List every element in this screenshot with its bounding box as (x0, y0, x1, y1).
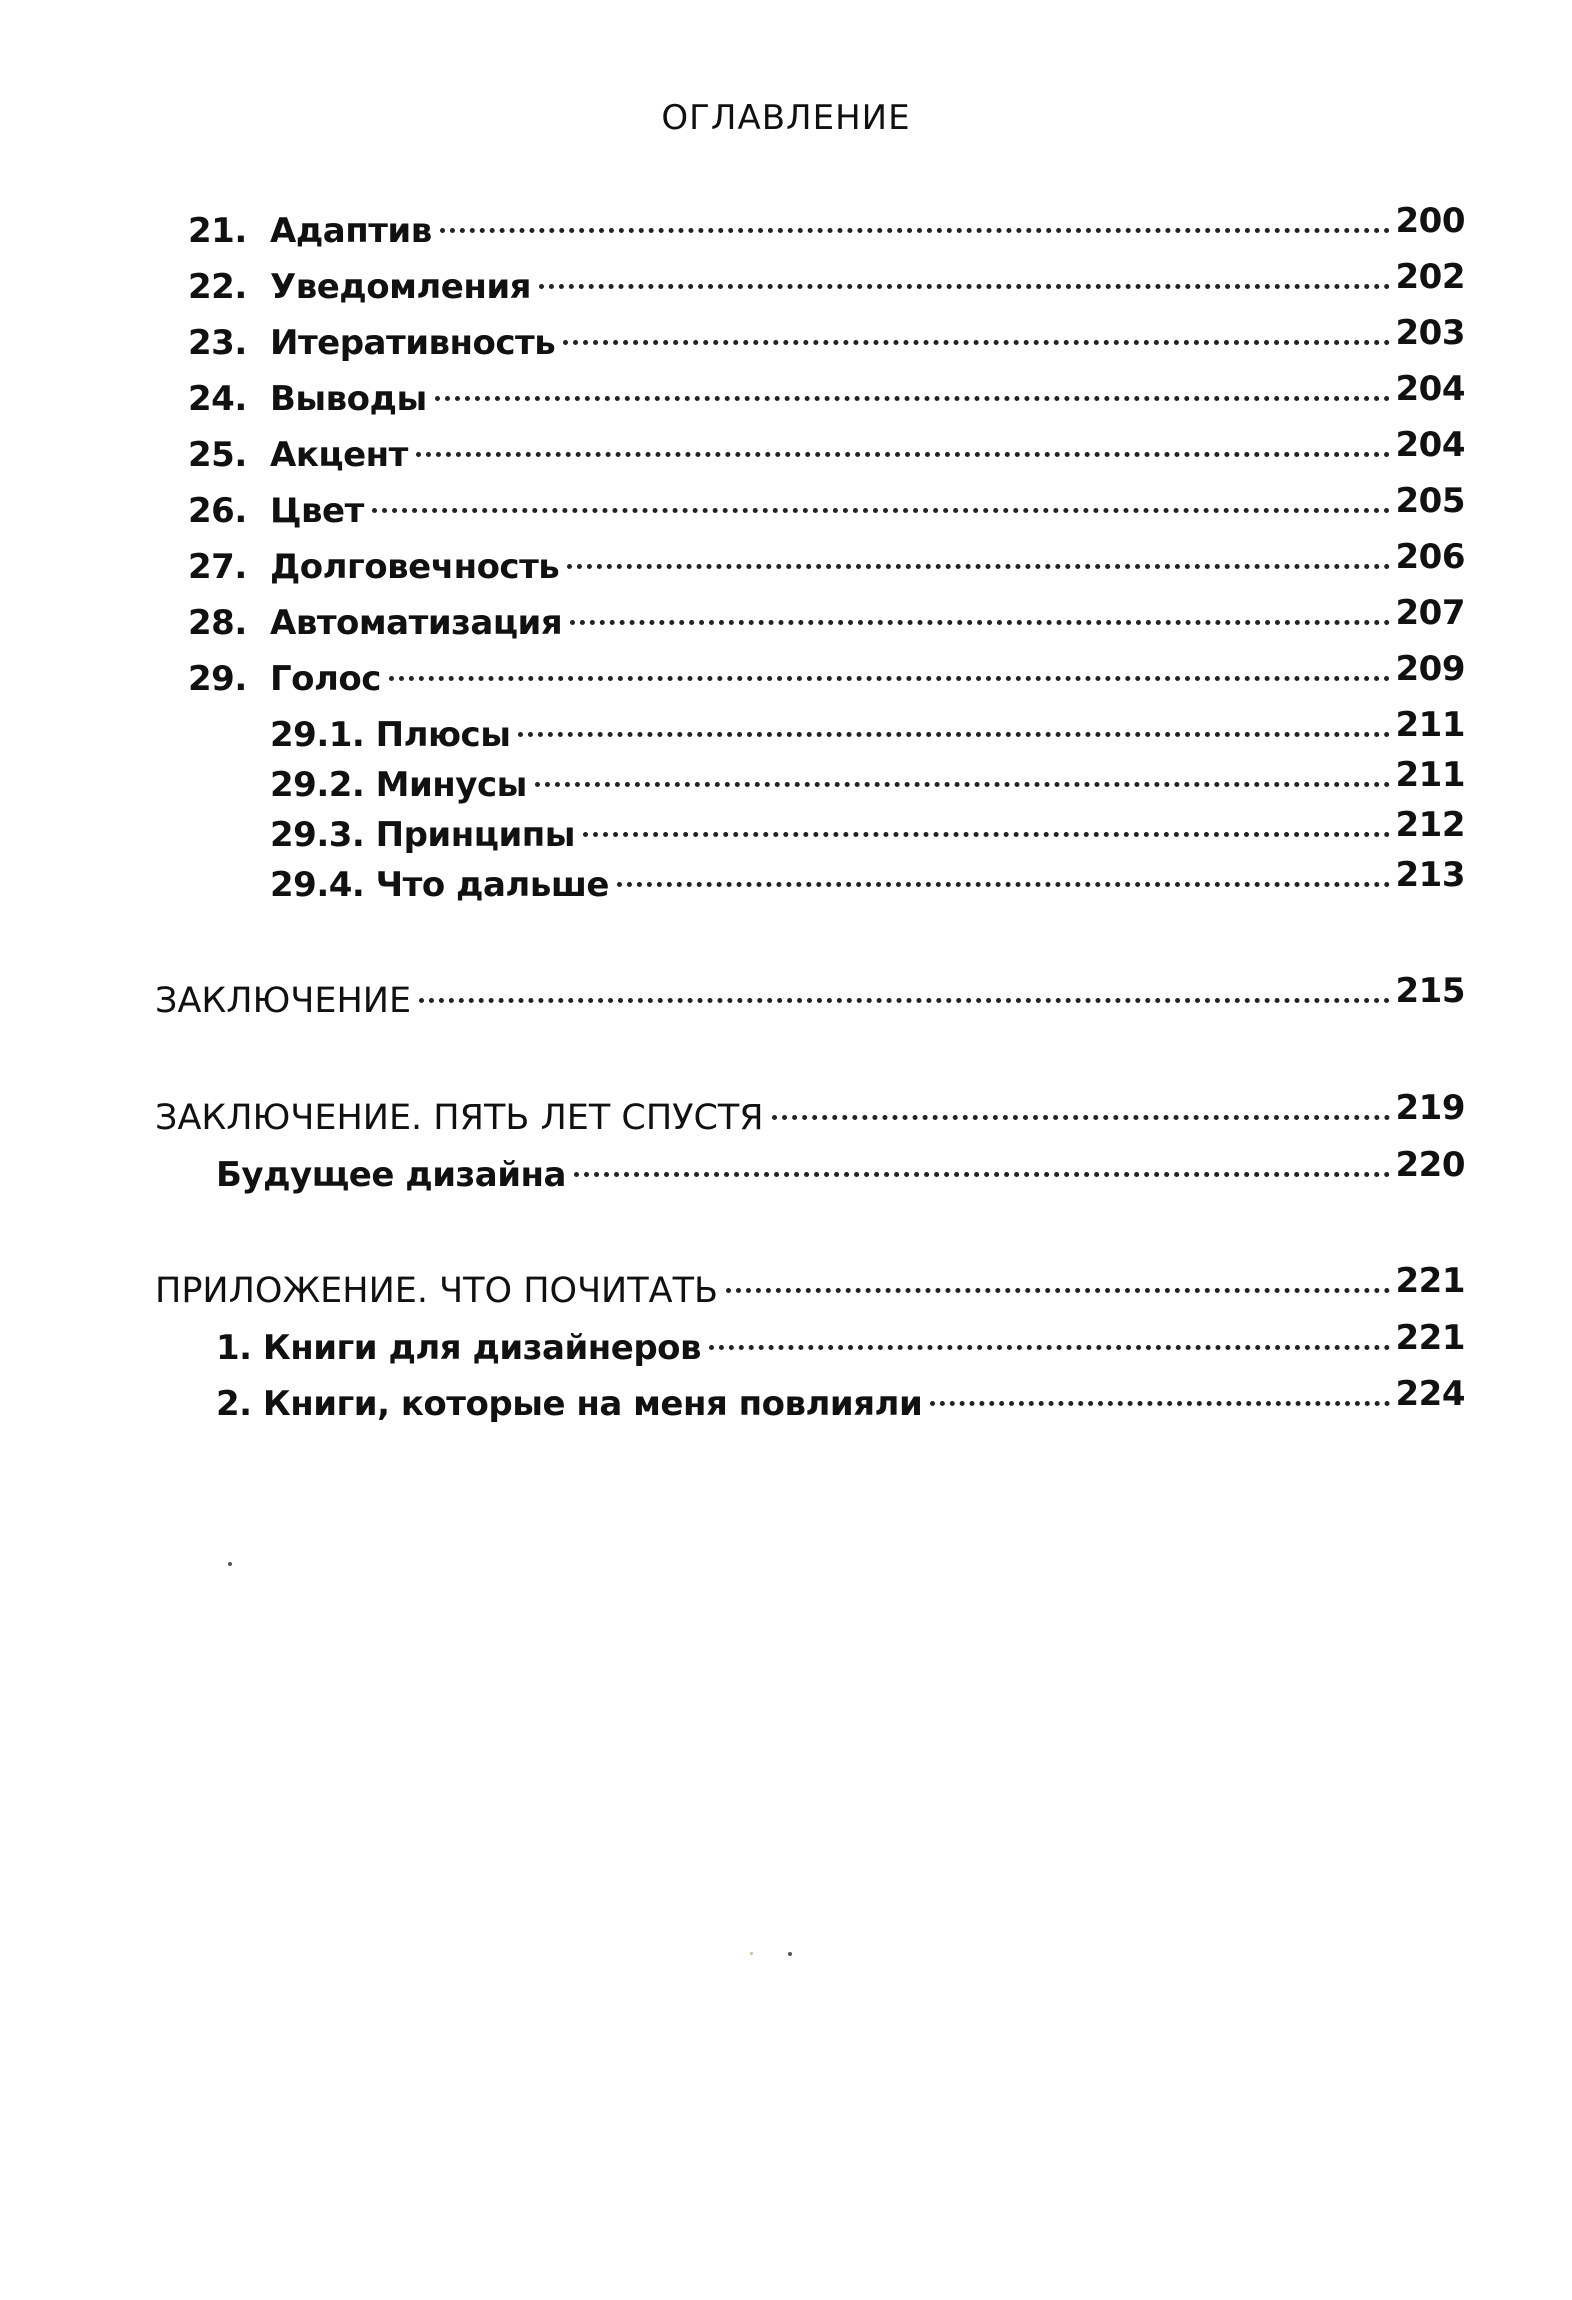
subsection-title: 29.1. Плюсы (270, 715, 511, 755)
chapter-number: 24. (188, 379, 247, 419)
chapter-title: Цвет (270, 491, 364, 531)
page-number: 203 (1395, 313, 1465, 353)
dot-leader (563, 340, 1389, 345)
page-number: 211 (1395, 705, 1465, 745)
chapter-title: Акцент (270, 435, 408, 475)
dot-leader (539, 284, 1390, 289)
toc-entry-appendix[interactable] (155, 1261, 1465, 1317)
chapter-number: 26. (188, 491, 247, 531)
page-number: 220 (1395, 1145, 1465, 1185)
dot-leader (709, 1345, 1389, 1350)
page-number: 215 (1395, 971, 1465, 1011)
toc-entry-chapter-22[interactable] (188, 257, 1465, 313)
page-number: 211 (1395, 755, 1465, 795)
section-title: 2. Книги, которые на меня повлияли (216, 1384, 923, 1424)
chapter-title: Адаптив (270, 211, 432, 251)
page-number: 221 (1395, 1318, 1465, 1358)
toc-entry-subsection-29-4[interactable] (270, 855, 1465, 911)
toc-entry-subsection-29-1[interactable] (270, 705, 1465, 761)
chapter-number: 21. (188, 211, 247, 251)
section-title: 1. Книги для дизайнеров (216, 1328, 702, 1368)
toc-entry-future-of-design[interactable] (216, 1145, 1465, 1201)
toc-entry-books-for-designers[interactable] (216, 1318, 1465, 1374)
scan-speck (788, 1952, 792, 1956)
chapter-title: Автоматизация (270, 603, 563, 643)
scan-speck (750, 1952, 753, 1955)
chapter-title: Долговечность (270, 547, 560, 587)
page-number: 224 (1395, 1374, 1465, 1414)
page-number: 207 (1395, 593, 1465, 633)
toc-entry-subsection-29-3[interactable] (270, 805, 1465, 861)
chapter-number: 28. (188, 603, 247, 643)
scan-speck (228, 1562, 232, 1566)
chapter-title: Голос (270, 659, 381, 699)
part-title: ЗАКЛЮЧЕНИЕ. ПЯТЬ ЛЕТ СПУСТЯ (155, 1098, 764, 1138)
dot-leader (726, 1288, 1390, 1293)
dot-leader (518, 732, 1389, 737)
page-number: 200 (1395, 201, 1465, 241)
dot-leader (535, 782, 1390, 787)
toc-entry-chapter-25[interactable] (188, 425, 1465, 481)
toc-entry-chapter-23[interactable] (188, 313, 1465, 369)
page-number: 202 (1395, 257, 1465, 297)
dot-leader (419, 998, 1389, 1003)
page-number: 204 (1395, 425, 1465, 465)
page-number: 219 (1395, 1088, 1465, 1128)
toc-entry-chapter-27[interactable] (188, 537, 1465, 593)
chapter-number: 23. (188, 323, 247, 363)
chapter-number: 22. (188, 267, 247, 307)
chapter-title: Уведомления (270, 267, 532, 307)
section-title: Будущее дизайна (216, 1155, 566, 1195)
dot-leader (372, 508, 1390, 513)
dot-leader (617, 882, 1390, 887)
page-number: 221 (1395, 1261, 1465, 1301)
dot-leader (930, 1401, 1389, 1406)
toc-entry-conclusion[interactable] (155, 971, 1465, 1027)
toc-entry-chapter-28[interactable] (188, 593, 1465, 649)
dot-leader (389, 676, 1390, 681)
page-number: 206 (1395, 537, 1465, 577)
page-number: 212 (1395, 805, 1465, 845)
page-number: 204 (1395, 369, 1465, 409)
dot-leader (574, 1172, 1390, 1177)
part-title: ЗАКЛЮЧЕНИЕ (155, 981, 412, 1021)
toc-entry-books-that-influenced-me[interactable] (216, 1374, 1465, 1430)
toc-entry-chapter-29[interactable] (188, 649, 1465, 705)
chapter-title: Выводы (270, 379, 427, 419)
dot-leader (440, 228, 1390, 233)
toc-entry-chapter-24[interactable] (188, 369, 1465, 425)
dot-leader (583, 832, 1390, 837)
toc-entry-conclusion-five-years-later[interactable] (155, 1088, 1465, 1144)
page-number: 209 (1395, 649, 1465, 689)
toc-entry-chapter-26[interactable] (188, 481, 1465, 537)
subsection-title: 29.3. Принципы (270, 815, 576, 855)
subsection-title: 29.4. Что дальше (270, 865, 609, 905)
chapter-title: Итеративность (270, 323, 556, 363)
page-number: 213 (1395, 855, 1465, 895)
chapter-number: 25. (188, 435, 247, 475)
toc-entry-subsection-29-2[interactable] (270, 755, 1465, 811)
page-number: 205 (1395, 481, 1465, 521)
dot-leader (416, 452, 1390, 457)
page-header-title: ОГЛАВЛЕНИЕ (661, 98, 911, 138)
dot-leader (570, 620, 1389, 625)
part-title: ПРИЛОЖЕНИЕ. ЧТО ПОЧИТАТЬ (155, 1271, 718, 1311)
chapter-number: 27. (188, 547, 247, 587)
subsection-title: 29.2. Минусы (270, 765, 527, 805)
dot-leader (435, 396, 1390, 401)
chapter-number: 29. (188, 659, 247, 699)
dot-leader (567, 564, 1389, 569)
toc-entry-chapter-21[interactable] (188, 201, 1465, 257)
dot-leader (772, 1115, 1390, 1120)
